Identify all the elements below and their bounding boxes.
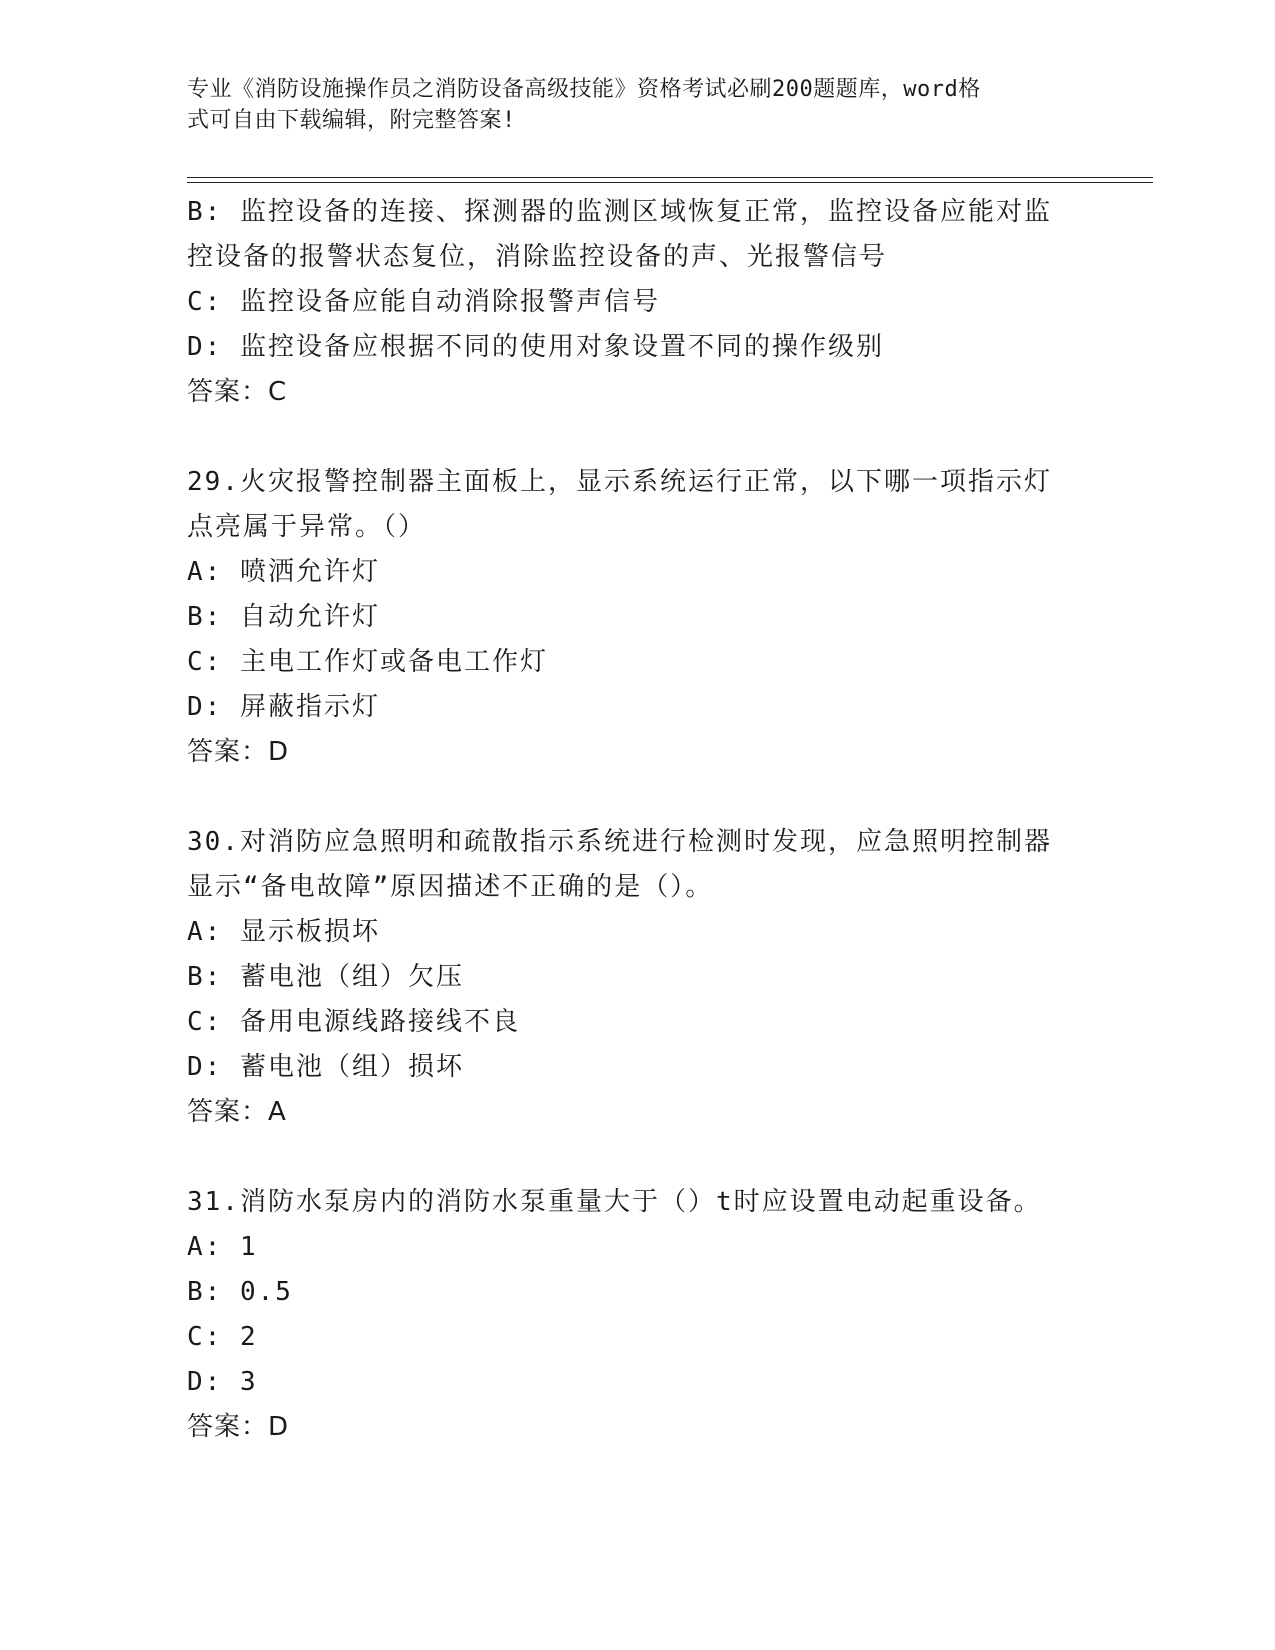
header-line-1: 专业《消防设施操作员之消防设备高级技能》资格考试必刷200题题库，word格: [187, 77, 981, 102]
question-stem: 30.对消防应急照明和疏散指示系统进行检测时发现，应急照明控制器: [187, 827, 1052, 857]
header-line-2: 式可自由下载编辑，附完整答案!: [187, 108, 516, 133]
option-d: D: 监控设备应根据不同的使用对象设置不同的操作级别: [187, 332, 884, 362]
question-stem: 29.火灾报警控制器主面板上，显示系统运行正常，以下哪一项指示灯: [187, 467, 1052, 497]
question-stem-continued: 显示“备电故障”原因描述不正确的是（）。: [187, 872, 714, 902]
question-30: [187, 820, 1087, 1135]
answer: 答案：A: [187, 1097, 287, 1127]
option-b: B: 自动允许灯: [187, 602, 380, 632]
answer: 答案：C: [187, 377, 288, 407]
header-divider-top: [187, 177, 1153, 178]
option-d: D: 蓄电池（组）损坏: [187, 1052, 464, 1082]
question-list: [187, 190, 1087, 1450]
option-d: D: 3: [187, 1367, 258, 1397]
option-a: A: 显示板损坏: [187, 917, 380, 947]
option-c: C: 主电工作灯或备电工作灯: [187, 647, 548, 677]
option-b: B: 0.5: [187, 1277, 293, 1307]
option-c: C: 2: [187, 1322, 258, 1352]
question-stem: 31.消防水泵房内的消防水泵重量大于（）t时应设置电动起重设备。: [187, 1187, 1042, 1217]
option-b-continued: 控设备的报警状态复位，消除监控设备的声、光报警信号: [187, 242, 888, 272]
option-a: A: 喷洒允许灯: [187, 557, 380, 587]
option-b: B: 监控设备的连接、探测器的监测区域恢复正常，监控设备应能对监: [187, 197, 1052, 227]
question-29: [187, 460, 1087, 775]
option-a: A: 1: [187, 1232, 258, 1262]
answer: 答案：D: [187, 737, 290, 767]
header-divider-bottom: [187, 182, 1153, 183]
question-31: [187, 1180, 1087, 1450]
option-c: C: 备用电源线路接线不良: [187, 1007, 520, 1037]
option-c: C: 监控设备应能自动消除报警声信号: [187, 287, 660, 317]
option-b: B: 蓄电池（组）欠压: [187, 962, 464, 992]
option-d: D: 屏蔽指示灯: [187, 692, 380, 722]
question-28: [187, 190, 1087, 415]
document-header: [187, 74, 1067, 136]
question-stem-continued: 点亮属于异常。（）: [187, 512, 427, 542]
answer: 答案：D: [187, 1412, 290, 1442]
